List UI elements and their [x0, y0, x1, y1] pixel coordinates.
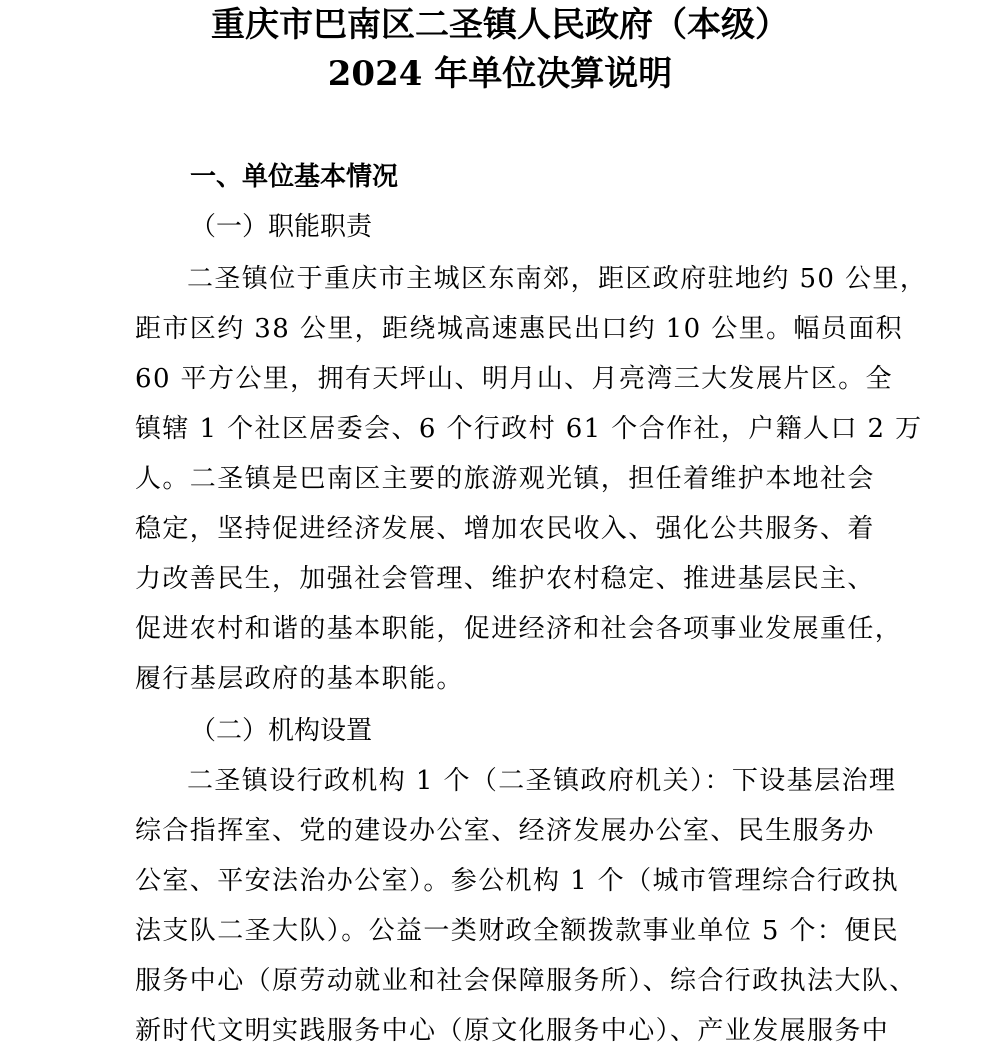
paragraph-line: 综合指挥室、党的建设办公室、经济发展办公室、民生服务办	[135, 816, 875, 846]
paragraph-functions	[135, 254, 928, 704]
section-heading-basic-info: 一、单位基本情况	[190, 162, 399, 192]
paragraph-line: 促进农村和谐的基本职能，促进经济和社会各项事业发展重任，	[135, 614, 903, 644]
subsection-heading-functions: （一）职能职责	[190, 212, 373, 242]
paragraph-organization	[135, 756, 917, 1056]
paragraph-line: 力改善民生，加强社会管理、维护农村稳定、推进基层民主、	[135, 564, 875, 594]
paragraph-line: 距市区约 38 公里，距绕城高速惠民出口约 10 公里。幅员面积	[135, 314, 904, 344]
paragraph-line: 稳定，坚持促进经济发展、增加农民收入、强化公共服务、着	[135, 514, 875, 544]
paragraph-line: 二圣镇设行政机构 1 个（二圣镇政府机关）：下设基层治理	[187, 766, 897, 796]
paragraph-line: 法支队二圣大队）。公益一类财政全额拨款事业单位 5 个：便民	[135, 916, 900, 946]
subsection-heading-organization: （二）机构设置	[190, 716, 373, 746]
paragraph-line: 镇辖 1 个社区居委会、6 个行政村 61 个合作社，户籍人口 2 万	[135, 414, 923, 444]
paragraph-line: 履行基层政府的基本职能。	[135, 664, 464, 694]
paragraph-line: 人。二圣镇是巴南区主要的旅游观光镇，担任着维护本地社会	[135, 464, 875, 494]
paragraph-line: 新时代文明实践服务中心（原文化服务中心）、产业发展服务中	[135, 1016, 890, 1046]
paragraph-line: 二圣镇位于重庆市主城区东南郊，距区政府驻地约 50 公里，	[187, 264, 928, 294]
document-title-line-1: 重庆市巴南区二圣镇人民政府（本级）	[211, 5, 789, 45]
paragraph-line: 公室、平安法治办公室）。参公机构 1 个（城市管理综合行政执	[135, 866, 900, 896]
paragraph-line: 60 平方公里，拥有天坪山、明月山、月亮湾三大发展片区。全	[135, 364, 893, 394]
document-title-line-2: 2024 年单位决算说明	[327, 54, 673, 94]
paragraph-line: 服务中心（原劳动就业和社会保障服务所）、综合行政执法大队、	[135, 966, 917, 996]
